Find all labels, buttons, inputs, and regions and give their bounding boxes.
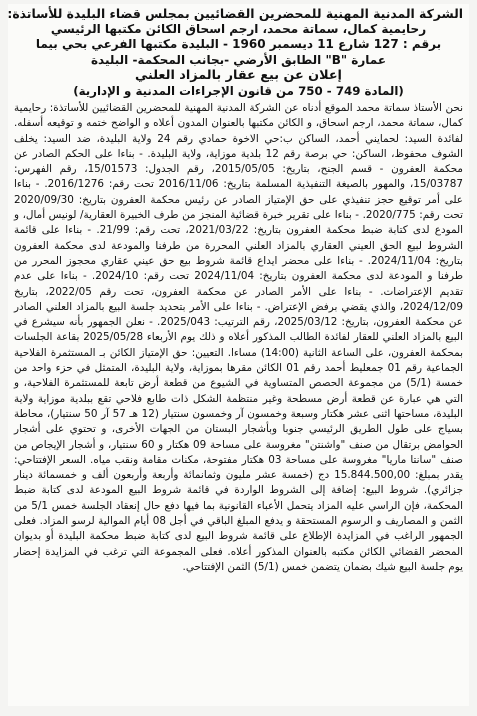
legal-notice-page: [8, 4, 469, 706]
company-name-line: الشركة المدنية المهنية للمحضرين القضائيين بمجلس قضاء البليدة للأساتذة:: [7, 6, 463, 21]
notice-body: [14, 101, 463, 575]
bailiffs-names-line: رحايمية كمال، سماتة محمد، ارجم اسحاق الكائن مكتبها الرئيسي: [50, 21, 427, 36]
branch-office-address-line: عمارة "B" الطابق الأرضي -بجانب المحكمة- البليدة: [90, 52, 387, 67]
main-office-address-line: برقم : 127 شارع 11 ديسمبر 1960 - البليدة مكتبها الفرعي بحي بيما: [35, 37, 442, 51]
notice-paragraph: نحن الأستاذ سماتة محمد الموقع أدناه عن الشركة المدنية المهنية للمحضرين القضائيين للأساتذة: رحايمية كمال، سماتة محمد، ارجم اسحاق، و الكائن مكتبها بالعنوان المدون أعلاه و الواضح ختمه و توقيعه أسفله. لفائدة السيد: لحمايني أحمد، الساكن ب:حي الاخوة حمادي رقم 24 ولاية البليدة، ضد السيد: يخلف الشوف محفوظ، الساكن: حي برصة رقم 12 بلدية موزاية، ولاية البليدة. - بناءا على الحكم الصادر عن محكمة العفرون - قسم الجنح، بتاريخ: 2015/05/05، رقم الجدول: 15/01573، رقم الفهرس: 15/03787، والمهور بالصيغة التنفيذية المسلمة بتاريخ: 2016/11/06 تحت رقم: 2016/1276. - بناءا على أمر توقيع حجز تنفيذي على حق الإمتياز الصادر عن رئيس محكمة العفرون بتاريخ: 2020/09/30 تحت رقم: 2020/775. - بناءا على تقرير خبرة قضائية المنجز من طرف الخبيرة العقارية/ لونيس أمال، و المودع لدى كتابة ضبط محكمة العفرون بتاريخ: 2021/03/22، تحت رقم: 21/99. - بناءا على قائمة الشروط لبيع الحق العيني العقاري بالمزاد العلني المحررة من طرفنا والمودعة لدى محكمة العفرون بتاريخ: 2024/11/04. - بناءا على محضر ايداع قائمة شروط بيع حق عيني عقاري محجوز المحرر من طرفنا و المودعة لدى محكمة العفرون بتاريخ: 2024/11/04 تحت رقم: 2024/10. - بناءا على عدم تقديم الإعتراضات. - بناءا على الأمر الصادر عن محكمة العفرون، تحت رقم 2022/05، بتاريخ 2024/12/09، والذي يقضي برفض الإعتراض. - بناءا على الأمر بتحديد جلسة البيع بالمزاد العلني الصادر عن محكمة العفرون، بتاريخ: 2025/03/12، رقم الترتيب: 2025/043. - نعلن الجمهور بأنه سيشرع في البيع بالمزاد العلني للعقار لفائدة الطالب المذكور أعلاه و ذلك يوم الأربعاء 2025/05/28 بقاعة الجلسات بمحكمة العفرون، على الساعة الثانية (14:00) مساءا. التعيين: حق الإمتياز الكائن بـ المستثمرة الفلاحية الجماعية رقم 01 جمعليط أحمد رقم 01 الكائن مقرها بموزاية، ولاية البليدة، المتمثل في حزء واحد من خمسة (5/1) من مجموعة الحصص المتساوية في الشيوع من قطعة أرض تابعة للمستثمرة الفلاحية، و التي هي عبارة عن قطعة أرض مسطحة وغير منتظمة الشكل ذات طابع فلاحي تقع ببلدية موزاية ولاية البليدة، مساحتها اثنى عشر هكتار وسبعة وخمسون آر وخمسون سنتيار (12 هـ 57 آر 50 سنتيار)، محاطة بسياج على طول الطريق الرئيسي جنوبا وبأشجار البستان من الجهات الأخرى، و تحتوي على أشجار الحوامض برتقال من صنف "واشنتن" مغروسة على مساحة 09 هكتار و 60 سنتيار، و أشجار الإيجاص من صنف "سانتا ماريا" مغروسة على مساحة 03 هكتار مفتوحة، مكنات مقامة ونقب مياه. السعر الإفتتاحي: يقدر بمبلغ: 15.844.500,00 دج (خمسة عشر مليون وثمانمائة وأربعة وأربعون ألف و خمسمائة دينار جزائري). شروط البيع: إضافة إلى الشروط الواردة في قائمة شروط البيع المودعة لدى كتابة ضبط المحكمة، فإن الراسي عليه المزاد يتحمل الأعباء القانونية بما فيها دفع حال إنعقاد الجلسة خمس 5/1 من الثمن و المصاريف و الرسوم المستحقة و يدفع المبلغ الباقي في أجل 08 أيام الموالية لرسو المزاد. فعلى الجمهور الراغب في المزايدة الإطلاع على قائمة شروط البيع لدى كتابة ضبط محكمة البليدة أو بديوان المحضر القضائي الكائن مكتبه بالعنوان المذكور أعلاه. فعلى المجموعة التي ترغب في المزايدة إحضار يوم جلسة البيع شيك بضمان يتضمن خمس (5/1) الثمن الإفتتاحي.: [14, 102, 464, 573]
notice-header: [7, 6, 463, 99]
legal-reference-line: (المادة 749 - 750 من قانون الإجراءات المدنية و الإدارية): [73, 83, 404, 98]
notice-title: إعلان عن بيع عقار بالمزاد العلني: [135, 68, 342, 83]
